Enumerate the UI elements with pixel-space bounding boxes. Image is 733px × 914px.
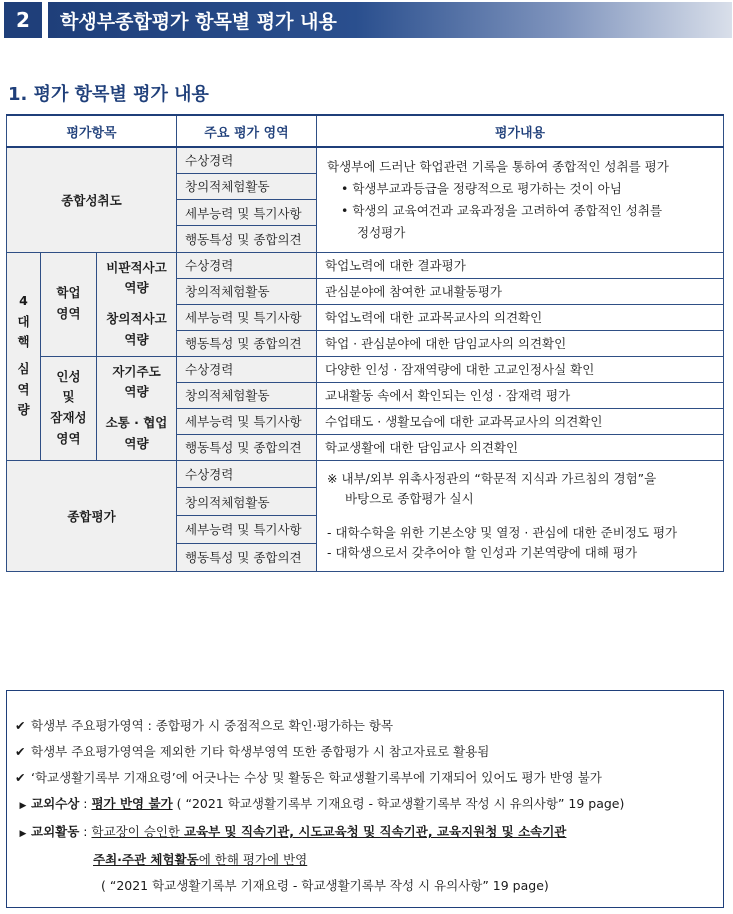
character-content: 교내활동 속에서 확인되는 인성 · 잠재력 평가 — [317, 382, 724, 408]
group1-content-line: 학생부에 드러난 학업관련 기록을 통하여 종합적인 성취를 평가 — [327, 159, 669, 174]
character-competencies: 자기주도 역량 소통 · 협업 역량 — [97, 356, 177, 460]
group-comprehensive-evaluation: 종합평가 — [7, 460, 177, 571]
core-competency-label: 4 대 핵 심 역 량 — [7, 252, 41, 460]
area-behavior-opinion: 행동특성 및 종합의견 — [177, 330, 317, 356]
area-creative-activities: 창의적체험활동 — [177, 278, 317, 304]
header-eval-item: 평가항목 — [7, 115, 177, 147]
group1-content — [317, 147, 724, 252]
check-icon: ✔ — [15, 718, 26, 733]
character-content: 다양한 인성 · 잠재역량에 대한 고교인정사실 확인 — [317, 356, 724, 382]
character-content: 수업태도 · 생활모습에 대한 교과목교사의 의견확인 — [317, 408, 724, 434]
note-external-activity: ▶ 교외활동 : 학교장이 승인한 교육부 및 직속기관, 시도교육청 및 직속기관, 교육지원청 및 소속기관 — [15, 819, 715, 847]
header-eval-content: 평가내용 — [317, 115, 724, 147]
note-check: ✔ 학생부 주요평가영역 : 종합평가 시 중점적으로 확인·평가하는 항목 — [15, 713, 715, 739]
area-detailed-abilities: 세부능력 및 특기사항 — [177, 408, 317, 434]
area-detailed-abilities: 세부능력 및 특기사항 — [177, 200, 317, 226]
note-reference: ( “2021 학교생활기록부 기재요령 - 학교생활기록부 작성 시 유의사항” 19 page) — [101, 878, 549, 893]
check-icon: ✔ — [15, 744, 26, 759]
note-check: ✔ 학생부 주요평가영역을 제외한 기타 학생부영역 또한 종합평가 시 참고자료로 활용됨 — [15, 739, 715, 765]
area-detailed-abilities: 세부능력 및 특기사항 — [177, 516, 317, 544]
evaluation-table — [6, 114, 724, 572]
character-content: 학교생활에 대한 담임교사 의견확인 — [317, 434, 724, 460]
check-icon: ✔ — [15, 770, 26, 785]
area-creative-activities: 창의적체험활동 — [177, 382, 317, 408]
academic-domain: 학업 영역 — [41, 252, 97, 356]
group-comprehensive-achievement: 종합성취도 — [7, 147, 177, 252]
area-awards: 수상경력 — [177, 460, 317, 488]
group4-dash: - 대학수학을 위한 기본소양 및 열정 · 관심에 대한 준비정도 평가 — [327, 524, 678, 540]
group1-bullet-cont: 정성평가 — [357, 224, 406, 240]
group4-content — [317, 460, 724, 571]
academic-competencies: 비판적사고 역량 창의적사고 역량 — [97, 252, 177, 356]
section-header — [4, 2, 732, 38]
subsection-title: 1. 평가 항목별 평가 내용 — [8, 84, 209, 105]
triangle-bullet-icon: ▶ — [19, 801, 27, 811]
area-behavior-opinion: 행동특성 및 종합의견 — [177, 226, 317, 252]
area-behavior-opinion: 행동특성 및 종합의견 — [177, 543, 317, 571]
header-main-area: 주요 평가 영역 — [177, 115, 317, 147]
section-header-title: 학생부종합평가 항목별 평가 내용 — [48, 2, 732, 38]
note-external-activity-cont: 주최·주관 체험활동에 한해 평가에 반영 — [93, 852, 308, 867]
section-number: 2 — [4, 2, 42, 38]
area-awards: 수상경력 — [177, 147, 317, 173]
group4-note-cont: 바탕으로 종합평가 실시 — [345, 490, 474, 506]
note-check: ✔ ‘학교생활기록부 기재요령’에 어긋나는 수상 및 활동은 학교생활기록부에 기재되어 있어도 평가 반영 불가 — [15, 765, 715, 791]
notes-box — [6, 690, 724, 908]
area-awards: 수상경력 — [177, 252, 317, 278]
area-detailed-abilities: 세부능력 및 특기사항 — [177, 304, 317, 330]
academic-content: 학업 · 관심분야에 대한 담임교사의 의견확인 — [317, 330, 724, 356]
group1-bullet: • 학생의 교육여건과 교육과정을 고려하여 종합적인 성취를 — [341, 202, 663, 218]
academic-content: 학업노력에 대한 결과평가 — [317, 252, 724, 278]
note-external-award: ▶ 교외수상 : 평가 반영 불가 ( “2021 학교생활기록부 기재요령 - 학교생활기록부 작성 시 유의사항” 19 page) — [15, 791, 715, 819]
triangle-bullet-icon: ▶ — [19, 829, 27, 839]
area-creative-activities: 창의적체험활동 — [177, 488, 317, 516]
table-header-row — [7, 115, 724, 147]
group1-bullet: • 학생부교과등급을 정량적으로 평가하는 것이 아님 — [341, 180, 622, 196]
group4-dash: - 대학생으로서 갖추어야 할 인성과 기본역량에 대해 평가 — [327, 544, 638, 560]
academic-content: 학업노력에 대한 교과목교사의 의견확인 — [317, 304, 724, 330]
area-awards: 수상경력 — [177, 356, 317, 382]
academic-content: 관심분야에 참여한 교내활동평가 — [317, 278, 724, 304]
character-domain: 인성 및 잠재성 영역 — [41, 356, 97, 460]
area-creative-activities: 창의적체험활동 — [177, 173, 317, 199]
area-behavior-opinion: 행동특성 및 종합의견 — [177, 434, 317, 460]
group4-note: ※ 내부/외부 위촉사정관의 “학문적 지식과 가르침의 경험”을 — [327, 470, 657, 486]
